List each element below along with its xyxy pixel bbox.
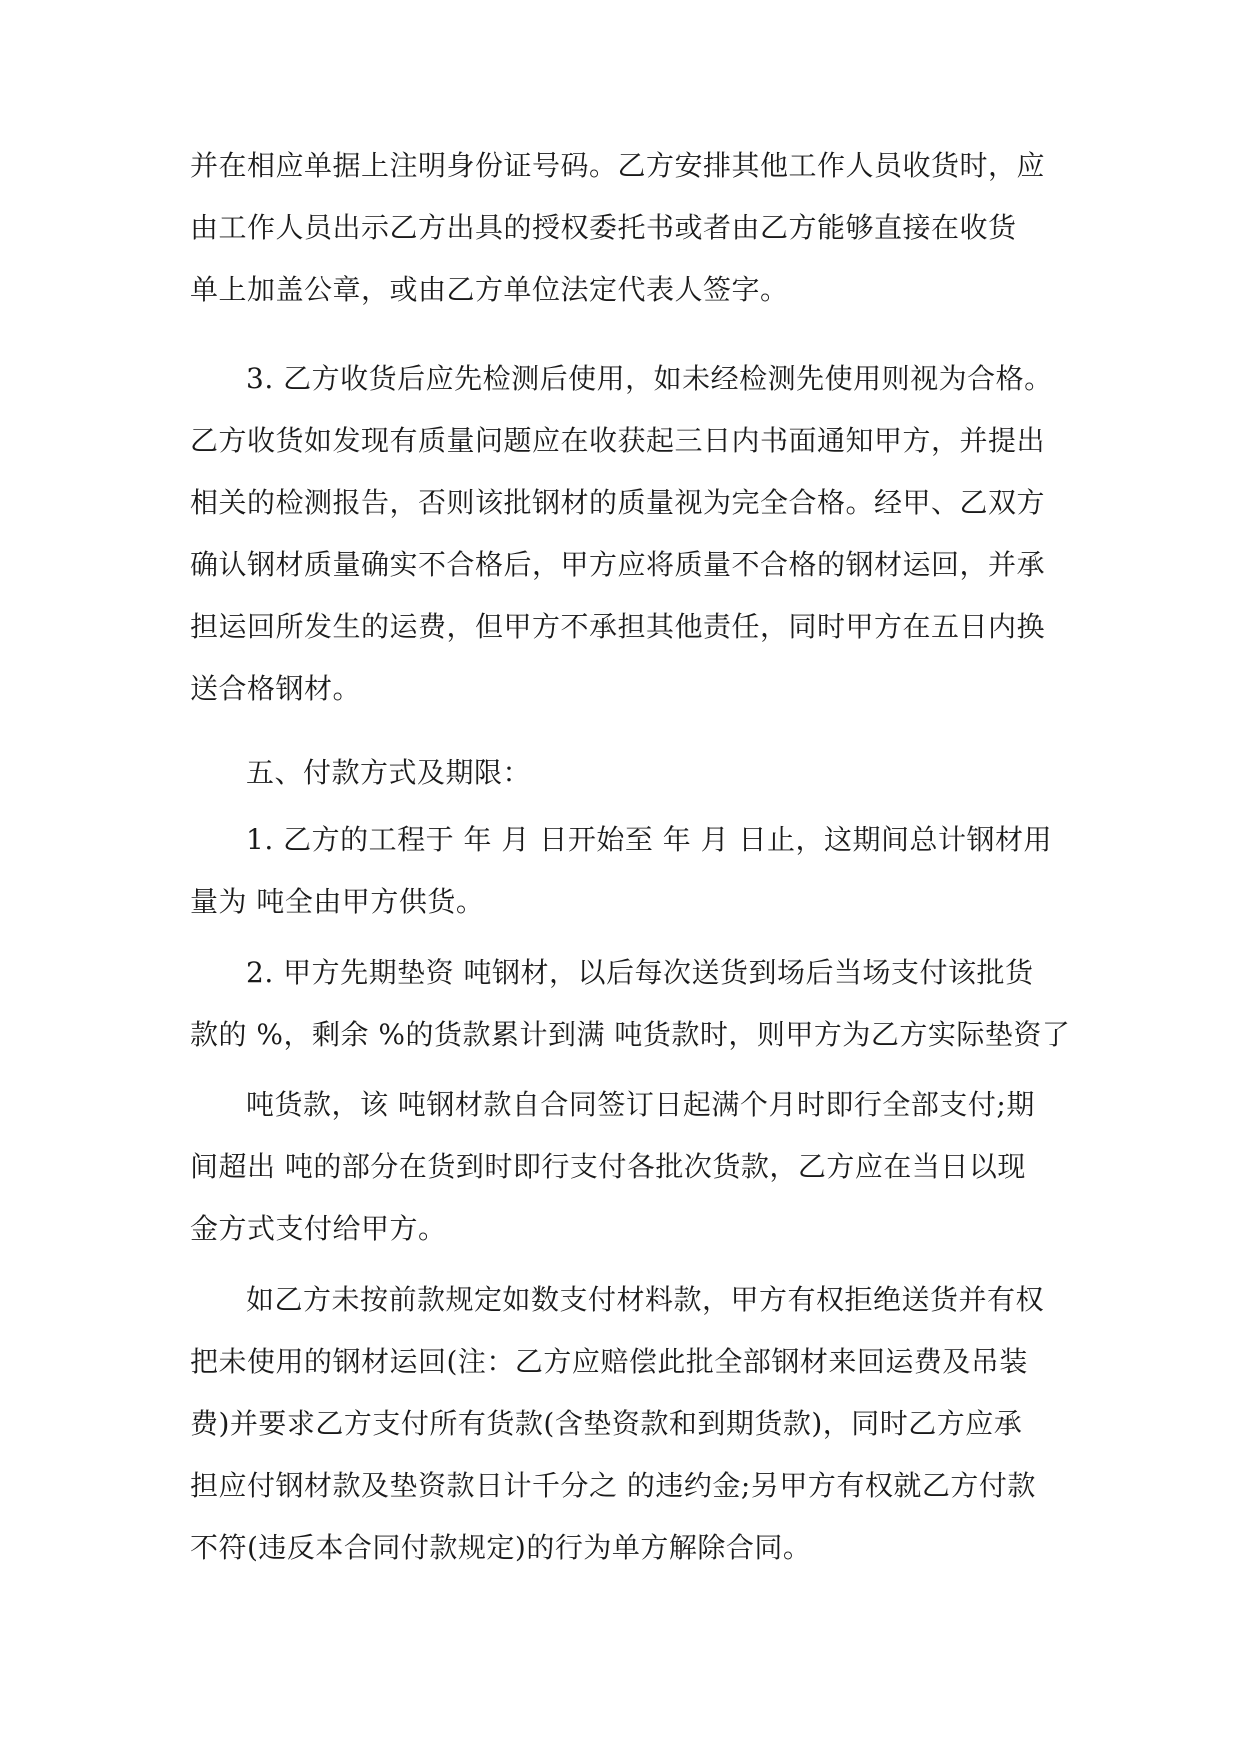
text-line: 由工作人员出示乙方出具的授权委托书或者由乙方能够直接在收货 <box>190 211 1017 244</box>
text-line: 单上加盖公章，或由乙方单位法定代表人签字。 <box>190 273 789 306</box>
text-line: 间超出 吨的部分在货到时即行支付各批次货款，乙方应在当日以现 <box>190 1150 1026 1183</box>
text-line: 把未使用的钢材运回(注：乙方应赔偿此批全部钢材来回运费及吊装 <box>190 1345 1028 1378</box>
text-line: 确认钢材质量确实不合格后，甲方应将质量不合格的钢材运回，并承 <box>190 548 1046 581</box>
text-line: 相关的检测报告，否则该批钢材的质量视为完全合格。经甲、乙双方 <box>190 486 1046 519</box>
text-line: 款的 %，剩余 %的货款累计到满 吨货款时，则甲方为乙方实际垫资了 <box>190 1018 1071 1051</box>
text-line: 乙方收货如发现有质量问题应在收获起三日内书面通知甲方，并提出 <box>190 424 1046 457</box>
text-line: 吨货款，该 吨钢材款自合同签订日起满个月时即行全部支付;期 <box>246 1088 1035 1121</box>
text-line: 金方式支付给甲方。 <box>190 1212 447 1245</box>
text-line: 3. 乙方收货后应先检测后使用，如未经检测先使用则视为合格。 <box>246 362 1053 395</box>
text-line: 量为 吨全由甲方供货。 <box>190 885 485 918</box>
text-line: 1. 乙方的工程于 年 月 日开始至 年 月 日止，这期间总计钢材用 <box>246 823 1053 856</box>
text-line: 并在相应单据上注明身份证号码。乙方安排其他工作人员收货时，应 <box>190 149 1046 182</box>
text-line: 担应付钢材款及垫资款日计千分之 的违约金;另甲方有权就乙方付款 <box>190 1469 1036 1502</box>
text-line: 担运回所发生的运费，但甲方不承担其他责任，同时甲方在五日内换 <box>190 610 1046 643</box>
section-heading: 五、付款方式及期限： <box>246 756 532 789</box>
text-line: 如乙方未按前款规定如数支付材料款，甲方有权拒绝送货并有权 <box>246 1283 1045 1316</box>
text-line: 不符(违反本合同付款规定)的行为单方解除合同。 <box>190 1531 812 1564</box>
text-line: 2. 甲方先期垫资 吨钢材，以后每次送货到场后当场支付该批货 <box>246 956 1034 989</box>
text-line: 费)并要求乙方支付所有货款(含垫资款和到期货款)，同时乙方应承 <box>190 1407 1023 1440</box>
text-line: 送合格钢材。 <box>190 672 362 705</box>
